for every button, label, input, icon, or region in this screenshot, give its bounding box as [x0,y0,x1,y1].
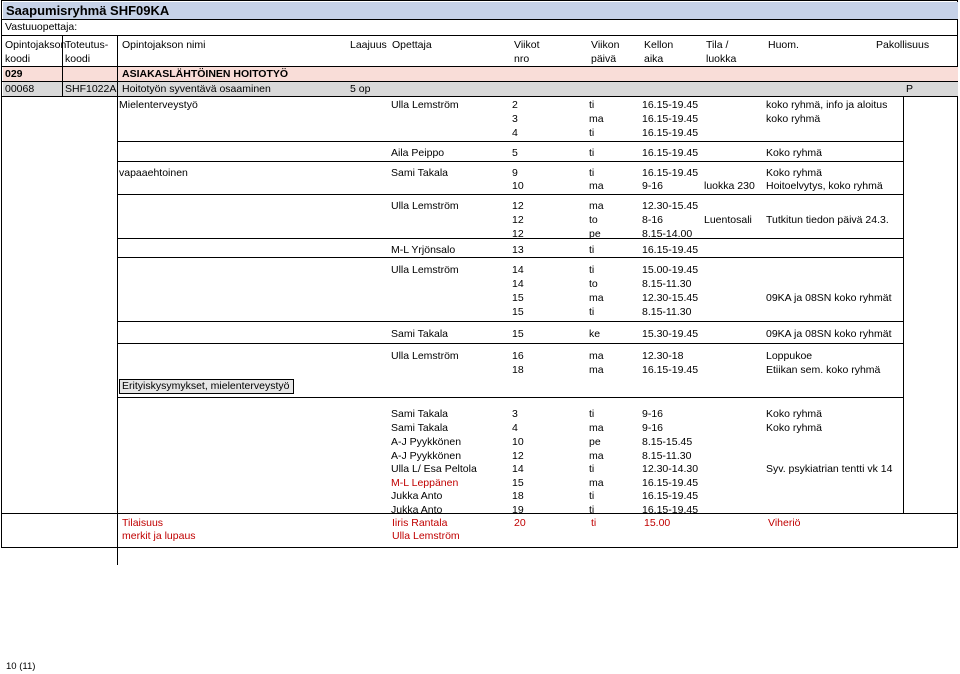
header-room: Tila / [706,39,729,51]
row-time: 16.15-19.45 [642,364,699,376]
row-note: Loppukoe [766,350,813,362]
row-note: koko ryhmä, info ja aloitus [766,99,888,111]
col-sep [62,35,63,96]
row-teacher: M-L Leppänen [391,477,459,489]
row-time: 15.00-19.45 [642,264,699,276]
row-teacher: Jukka Anto [391,490,443,502]
course-name: Hoitotyön syventävä osaaminen [122,83,271,95]
ceremony-label: Tilaisuus [122,517,164,529]
group-divider [117,194,903,195]
row-day: to [589,278,598,290]
row-week: 10 [512,436,524,448]
row-time: 12.30-15.45 [642,292,699,304]
row-room: luokka 230 [704,180,755,192]
row-time: 16.15-19.45 [642,127,699,139]
group-divider [117,343,903,344]
row-week: 10 [512,180,524,192]
row-time: 16.15-19.45 [642,147,699,159]
row-time: 9-16 [642,422,664,434]
course-mandatory: P [906,83,914,95]
row-day: to [589,214,598,226]
group-divider [117,161,903,162]
row-time: 12.30-18 [642,350,684,362]
row-day: ma [589,450,604,462]
row-teacher: Ulla L/ Esa Peltola [391,463,477,475]
row-teacher: Ulla Lemström [391,264,459,276]
row-note: 09KA ja 08SN koko ryhmät [766,328,892,340]
section-name: ASIAKASLÄHTÖINEN HOITOTYÖ [122,68,289,80]
row-week: 5 [512,147,518,159]
group-divider [117,397,903,398]
responsible-teacher-label: Vastuuopettaja: [5,21,78,33]
row-day: ti [589,408,595,420]
row-time: 16.15-19.45 [642,244,699,256]
row-week: 3 [512,408,518,420]
row-week: 12 [512,200,524,212]
header-impl-2: koodi [65,53,91,65]
row-day: ma [589,364,604,376]
row-time: 15.30-19.45 [642,328,699,340]
course-code: 00068 [5,83,35,95]
row-teacher: Sami Takala [391,328,449,340]
divider [2,35,957,36]
row-time: 8.15-15.45 [642,436,693,448]
row-name: Erityiskysymykset, mielenterveystyö [122,380,290,392]
row-time: 8-16 [642,214,664,226]
header-note: Huom. [768,39,799,51]
row-time: 9-16 [642,180,664,192]
row-time: 12.30-15.45 [642,200,699,212]
row-note: Koko ryhmä [766,408,823,420]
row-teacher: A-J Pyykkönen [391,450,462,462]
row-week: 16 [512,350,524,362]
row-day: ti [589,244,595,256]
row-time: 9-16 [642,408,664,420]
row-day: ti [589,463,595,475]
header-impl: Toteutus- [65,39,109,51]
row-week: 14 [512,278,524,290]
row-teacher: Jukka Anto [391,504,443,516]
row-time: 8.15-11.30 [642,450,692,462]
row-note: Etiikan sem. koko ryhmä [766,364,881,376]
header-name: Opintojakson nimi [122,39,206,51]
row-week: 13 [512,244,524,256]
row-week: 4 [512,127,518,139]
row-day: ma [589,113,604,125]
row-day: ti [589,490,595,502]
ceremony-label-2: merkit ja lupaus [122,530,196,542]
row-day: ti [589,127,595,139]
header-day: Viikon [591,39,620,51]
group-divider [117,238,903,239]
page-title: Saapumisryhmä SHF09KA [6,3,170,18]
row-day: ke [589,328,601,340]
row-room: Luentosali [704,214,752,226]
row-note: 09KA ja 08SN koko ryhmät [766,292,892,304]
row-day: pe [589,436,601,448]
row-week: 3 [512,113,518,125]
row-note: Koko ryhmä [766,167,823,179]
row-week: 9 [512,167,518,179]
row-note: Tutkitun tiedon päivä 24.3. [766,214,889,226]
col-sep [903,96,904,513]
row-teacher: Sami Takala [391,408,449,420]
row-note: koko ryhmä [766,113,821,125]
row-week: 12 [512,450,524,462]
ceremony-week: 20 [514,517,526,529]
header-day-2: päivä [591,53,617,65]
row-day: ma [589,350,604,362]
row-note: Koko ryhmä [766,422,823,434]
row-time: 12.30-14.30 [642,463,699,475]
header-code-2: koodi [5,53,31,65]
row-day: ma [589,180,604,192]
row-note: Hoitoelvytys, koko ryhmä [766,180,883,192]
group-divider [117,321,903,322]
row-time: 8.15-11.30 [642,306,692,318]
header-time: Kellon [644,39,674,51]
header-credits: Laajuus [350,39,387,51]
row-week: 12 [512,214,524,226]
row-week: 4 [512,422,518,434]
row-teacher: Ulla Lemström [391,350,459,362]
row-day: ma [589,422,604,434]
row-name: vapaaehtoinen [119,167,188,179]
group-divider [117,257,903,258]
row-time: 8.15-14.00 [642,228,693,240]
row-note: Koko ryhmä [766,147,823,159]
row-day: ti [589,306,595,318]
row-teacher: Ulla Lemström [391,200,459,212]
row-teacher: Sami Takala [391,167,449,179]
row-time: 16.15-19.45 [642,477,699,489]
row-week: 15 [512,292,524,304]
row-time: 16.15-19.45 [642,167,699,179]
course-schedule-sheet [1,0,958,548]
section-code: 029 [5,68,23,80]
row-day: ti [589,264,595,276]
col-sep [117,35,118,565]
row-week: 15 [512,477,524,489]
header-code: Opintojakson [5,39,67,51]
divider [2,513,957,514]
row-week: 18 [512,364,524,376]
row-week: 18 [512,490,524,502]
row-time: 16.15-19.45 [642,113,699,125]
row-day: ma [589,200,604,212]
divider [2,96,957,97]
ceremony-teacher-2: Ulla Lemström [392,530,460,542]
row-day: ti [589,99,595,111]
row-day: pe [589,228,601,240]
ceremony-note: Viheriö [768,517,801,529]
title-bar [3,2,958,19]
row-teacher: Sami Takala [391,422,449,434]
header-room-2: luokka [706,53,737,65]
row-teacher: Aila Peippo [391,147,445,159]
row-note: Syv. psykiatrian tentti vk 14 [766,463,893,475]
ceremony-teacher: Iiris Rantala [392,517,448,529]
row-week: 2 [512,99,518,111]
row-time: 8.15-11.30 [642,278,692,290]
row-week: 14 [512,463,524,475]
row-day: ma [589,292,604,304]
row-time: 16.15-19.45 [642,504,699,516]
page-number: 10 (11) [6,661,36,672]
row-teacher: A-J Pyykkönen [391,436,462,448]
header-mandatory: Pakollisuus [876,39,930,51]
row-name: Mielenterveystyö [119,99,198,111]
header-time-2: aika [644,53,664,65]
row-teacher: Ulla Lemström [391,99,459,111]
group-divider [117,141,903,142]
header-week-2: nro [514,53,530,65]
header-week: Viikot [514,39,540,51]
row-week: 14 [512,264,524,276]
ceremony-day: ti [591,517,597,529]
row-week: 15 [512,306,524,318]
row-day: ti [589,167,595,179]
course-impl: SHF1022A [65,83,117,95]
header-teacher: Opettaja [392,39,432,51]
row-teacher: M-L Yrjönsalo [391,244,456,256]
row-time: 16.15-19.45 [642,490,699,502]
divider [2,19,957,20]
row-day: ti [589,147,595,159]
row-day: ma [589,477,604,489]
row-time: 16.15-19.45 [642,99,699,111]
row-week: 15 [512,328,524,340]
row-day: ti [589,504,595,516]
ceremony-time: 15.00 [644,517,671,529]
course-credits: 5 op [350,83,371,95]
row-week: 12 [512,228,524,240]
row-week: 19 [512,504,524,516]
